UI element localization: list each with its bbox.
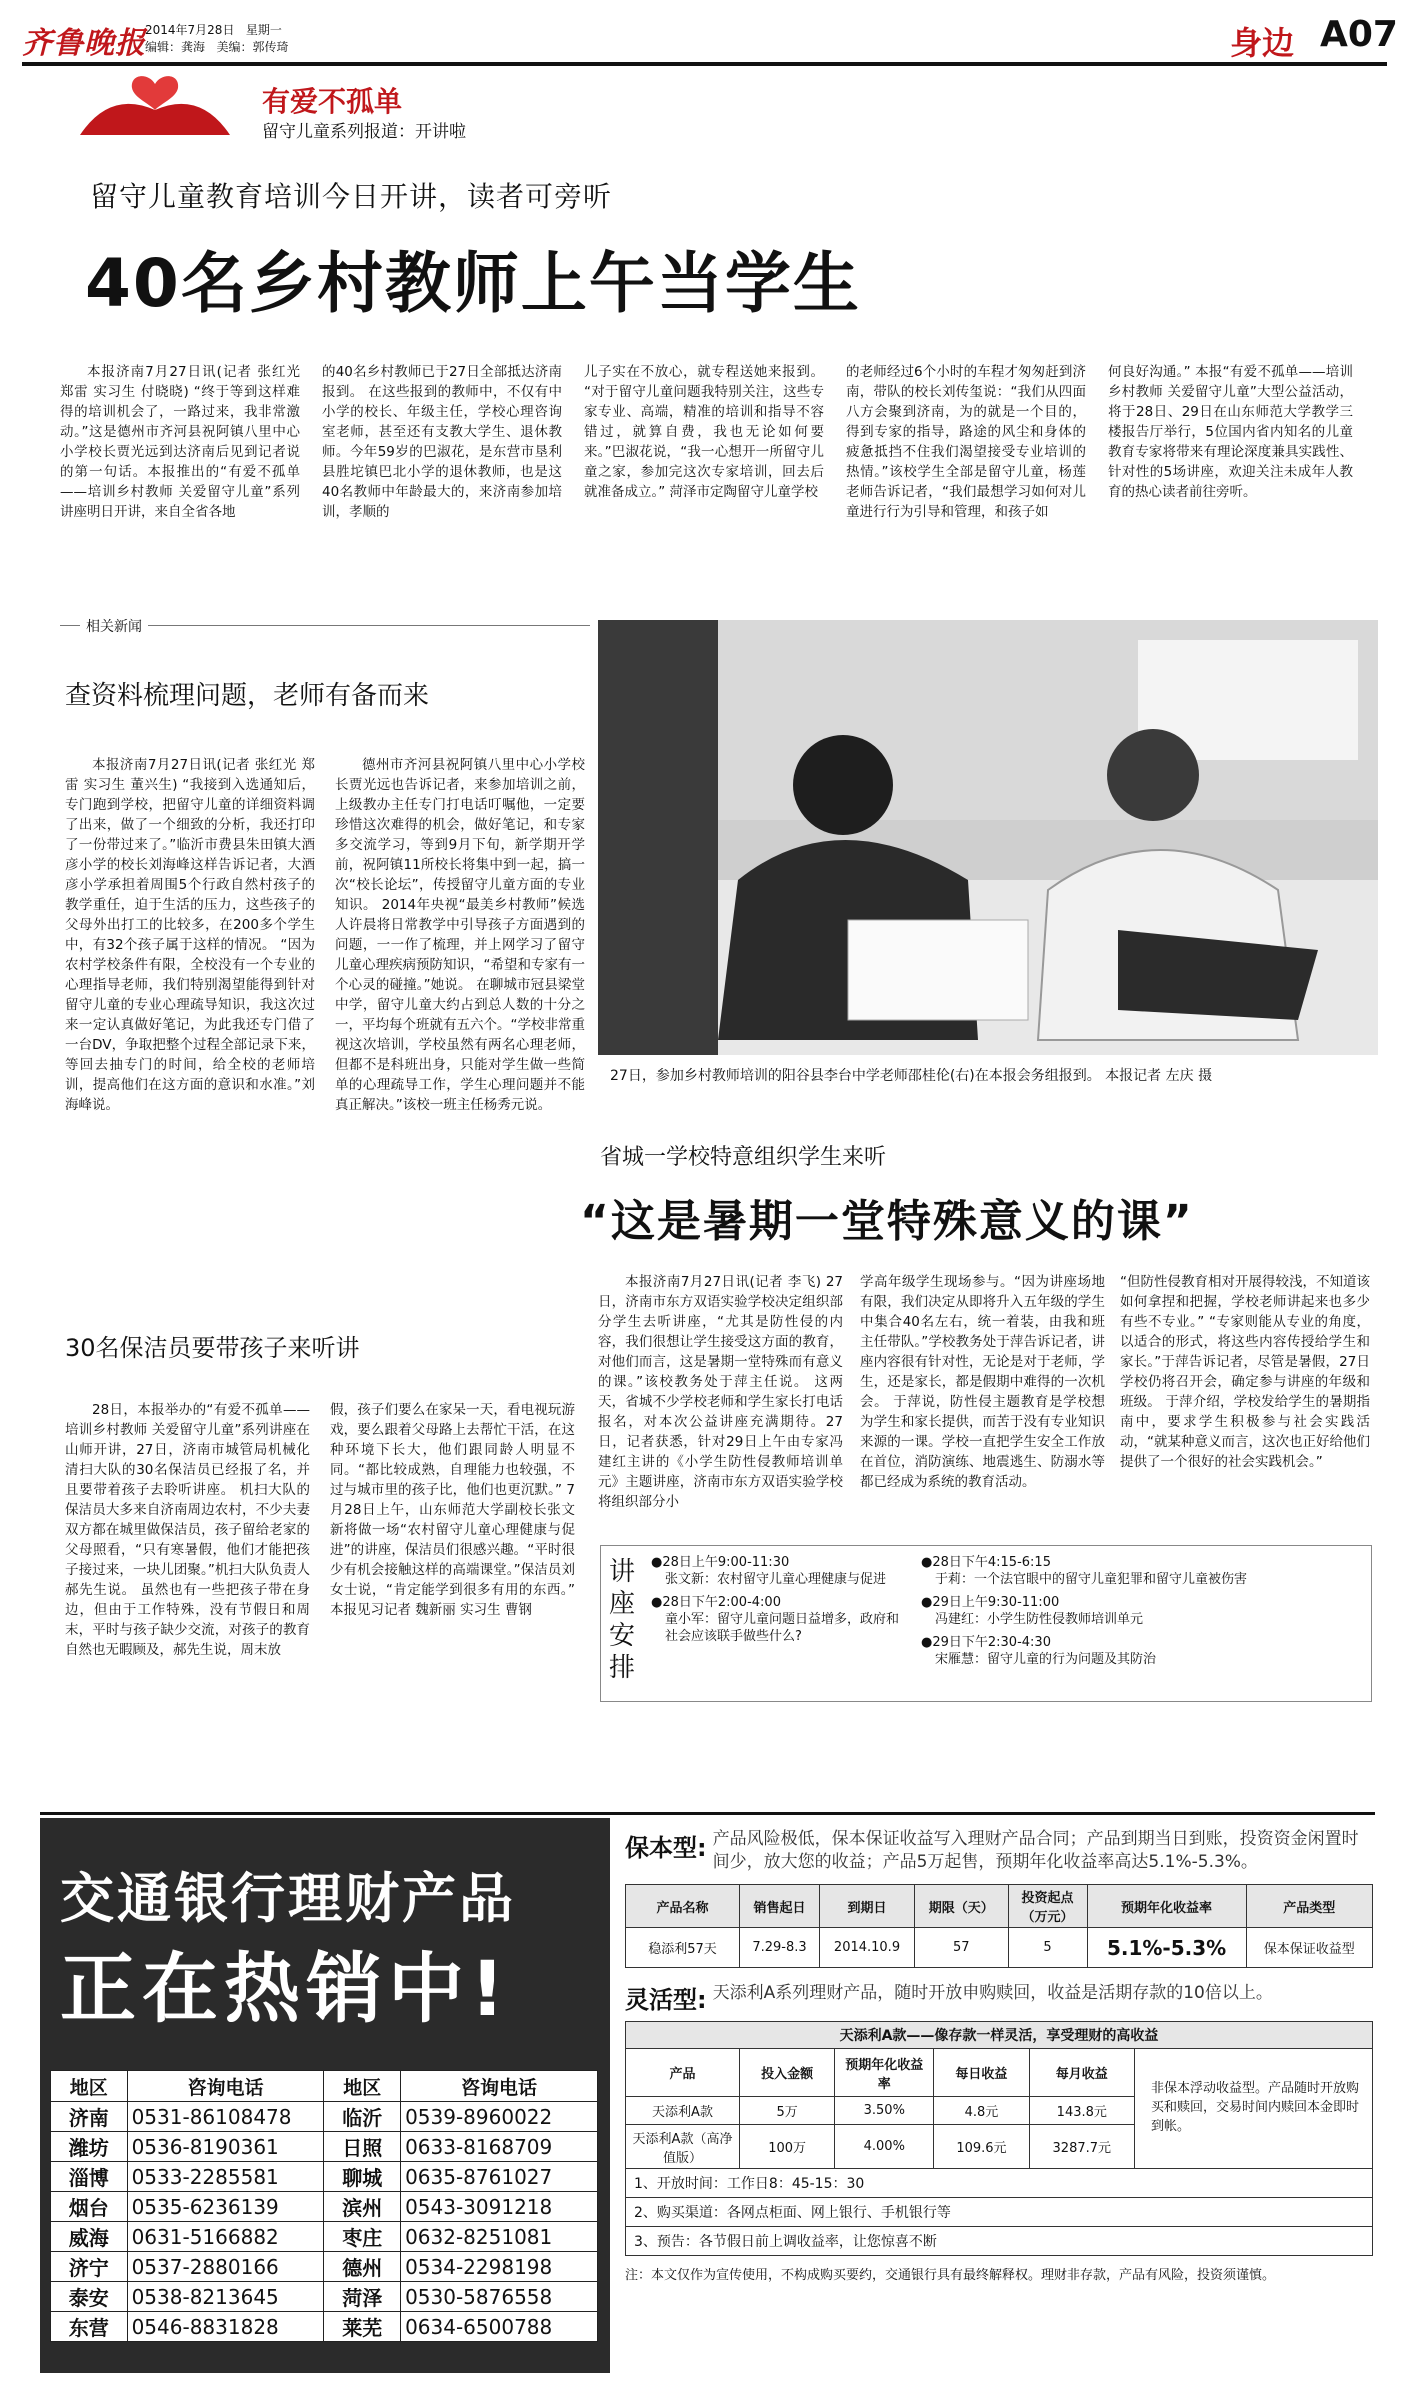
region: 潍坊	[51, 2132, 128, 2162]
region: 济南	[51, 2102, 128, 2132]
baoben-header: 到期日	[820, 1885, 915, 1928]
lecture-item	[921, 1594, 1361, 1628]
phone-number: 0539-8960022	[401, 2102, 598, 2132]
page-number: A07	[1320, 14, 1398, 55]
school-col-3	[1120, 1272, 1370, 1472]
story2-col-1-text: 28日，本报举办的“有爱不孤单——培训乡村教师 关爱留守儿童”系列讲座在山师开讲，27日，济南市城管局机械化清扫大队的30名保洁员已经报了名，并且要带着孩子去聆听讲座。 机扫大队的保洁员大多来自济南周边农村，不少夫妻双方都在城里做保洁员，孩子留给老家的父母照看，“只有寒暑假，他们才能把孩子接过来，一块儿团聚。”机扫大队负责人郝先生说。 虽然也有一些把孩子带在身边，但由于工作特殊，没有节假日和周末，平时与孩子缺少交流，对孩子的教育自然也无暇顾及，郝先生说，周末放	[65, 1402, 310, 1658]
phone-row	[51, 2162, 598, 2192]
info-line: 1、开放时间：工作日8：45-15：30	[626, 2168, 1372, 2197]
baoben-header: 产品名称	[626, 1885, 740, 1928]
phone-row	[51, 2102, 598, 2132]
lecture-left-list	[651, 1554, 901, 1651]
phone-header: 地区	[324, 2071, 401, 2102]
story1-col-1	[65, 755, 315, 1115]
baoben-header: 投资起点（万元）	[1008, 1885, 1087, 1928]
lecture-item	[921, 1634, 1361, 1668]
story2-col-2	[330, 1400, 575, 1620]
story2-col-1	[65, 1400, 310, 1660]
lecture-text: 张文新：农村留守儿童心理健康与促进	[665, 1572, 887, 1587]
phone-number: 0530-5876558	[401, 2282, 598, 2312]
region: 莱芜	[324, 2312, 401, 2342]
ad-title-1: 交通银行理财产品	[60, 1867, 516, 1930]
baoben-header: 期限（天）	[915, 1885, 1009, 1928]
related-label: 相关新闻	[80, 616, 148, 636]
phone-header: 地区	[51, 2071, 128, 2102]
linghuo-banner: 天添利A款——像存款一样灵活，享受理财的高收益	[626, 2022, 1372, 2049]
linghuo-header: 预期年化收益率	[835, 2049, 934, 2097]
issue-date: 2014年7月28日	[145, 23, 235, 37]
bullet-icon: ●	[651, 1555, 663, 1570]
phone-number: 0534-2298198	[401, 2252, 598, 2282]
linghuo-box	[625, 2021, 1373, 2256]
cell: 4.00%	[835, 2125, 934, 2169]
lecture-item	[651, 1594, 901, 1645]
region: 济宁	[51, 2252, 128, 2282]
news-photo	[598, 620, 1378, 1055]
story2-col-2-text: 假，孩子们要么在家呆一天，看电视玩游戏，要么跟着父母路上去帮忙干活，在这种环境下长大，他们跟同龄人明显不同。“都比较成熟，自理能力也较强，不过与城市里的孩子比，他们也更沉默。” 7月28日上午，山东师范大学副校长张文新将做一场“农村留守儿童心理健康与促进”的讲座，保洁员们很感兴趣。“平时很少有机会接触这样的高端课堂。”保洁员刘女士说，“肯定能学到很多有用的东西。” 本报见习记者 魏新丽 实习生 曹钢	[330, 1402, 575, 1618]
cell: 2014.10.9	[820, 1928, 915, 1968]
lead-headline: 40名乡村教师上午当学生	[85, 245, 861, 322]
baoben-header: 产品类型	[1246, 1885, 1372, 1928]
section-name: 身边	[1230, 24, 1295, 62]
region: 滨州	[324, 2192, 401, 2222]
lead-col-3	[584, 362, 824, 502]
school-col-2-text: 学高年级学生现场参与。“因为讲座场地有限，我们决定从即将升入五年级的学生中集合40名左右，统一着装，由我和班主任带队。”学校教务处于萍告诉记者，讲座内容很有针对性，无论是对于老师，学生，还是家长，都是假期中难得的一次机会。 于萍说，防性侵主题教育是学校想为学生和家长提供，而苦于没有专业知识来源的一课。学校一直把学生安全工作放在首位，消防演练、地震逃生、防溺水等都已经成为系统的教育活动。	[860, 1274, 1105, 1490]
phone-row	[51, 2282, 598, 2312]
cell: 109.6元	[934, 2125, 1029, 2169]
lead-col-2	[322, 362, 562, 522]
lead-col-1	[60, 362, 300, 522]
region: 淄博	[51, 2162, 128, 2192]
masthead-info	[145, 22, 288, 56]
phone-number: 0546-8831828	[127, 2312, 324, 2342]
masthead-rule	[22, 62, 1387, 66]
baoben-row	[626, 1928, 1373, 1968]
phone-table	[50, 2070, 598, 2342]
school-col-1	[598, 1272, 843, 1512]
region: 临沂	[324, 2102, 401, 2132]
rate-cell: 5.1%-5.3%	[1087, 1928, 1246, 1968]
cell: 天添利A款	[626, 2097, 740, 2125]
region: 泰安	[51, 2282, 128, 2312]
ad-right-panel	[625, 1828, 1373, 2283]
lead-col-3-text: 儿子实在不放心，就专程送她来报到。 “对于留守儿童问题我特别关注，这些专家专业、高端，精准的培训和指导不容错过，就算自费，我也无论如何要来。”巴淑花说，“我一心想开一所留守儿童之家，参加完这次专家培训，回去后就准备成立。” 菏泽市定陶留守儿童学校	[584, 364, 824, 500]
phone-row	[51, 2132, 598, 2162]
ad-rule	[40, 1812, 1375, 1815]
info-line: 3、预告：各节假日前上调收益率，让您惊喜不断	[626, 2226, 1372, 2255]
region: 日照	[324, 2132, 401, 2162]
ad-left-panel	[40, 1818, 610, 2373]
linghuo-label: 灵活型:	[625, 1986, 707, 2014]
lead-col-2-text: 的40名乡村教师已于27日全部抵达济南报到。 在这些报到的教师中，不仅有中小学的校长、年级主任，学校心理咨询室老师，甚至还有支教大学生、退休教师。今年59岁的巴淑花，是东营市垦利县胜坨镇巴北小学的退休教师，也是这40名教师中年龄最大的，来济南参加培训，孝顺的	[322, 364, 562, 520]
bullet-icon: ●	[921, 1555, 933, 1570]
linghuo-row	[626, 2125, 1135, 2169]
cell: 100万	[740, 2125, 835, 2169]
ad-disclaimer: 注：本文仅作为宣传使用，不构成购买要约，交通银行具有最终解释权。理财非存款，产品有风险，投资须谨慎。	[625, 2268, 1276, 2283]
linghuo-note: 非保本浮动收益型。产品随时开放购买和赎回，交易时间内赎回本金即时到帐。	[1151, 2081, 1360, 2134]
lead-col-5	[1108, 362, 1353, 502]
cell: 天添利A款（高净值版）	[626, 2125, 740, 2169]
cell: 稳添利57天	[626, 1928, 740, 1968]
lecture-time: 29日下午2:30-4:30	[932, 1635, 1051, 1650]
phone-row	[51, 2192, 598, 2222]
heart-hands-icon	[70, 70, 240, 140]
column-title: 有爱不孤单	[262, 85, 403, 118]
lead-col-5-text: 何良好沟通。” 本报“有爱不孤单——培训乡村教师 关爱留守儿童”大型公益活动，将于28日、29日在山东师范大学教学三楼报告厅举行，5位国内省内知名的儿童教育专家将带来有理论深度兼具实践性、针对性的5场讲座，欢迎关注未成年人教育的热心读者前往旁听。	[1108, 364, 1353, 500]
editor-credit: 编辑：龚海	[145, 40, 206, 54]
linghuo-header: 产品	[626, 2049, 740, 2097]
cell: 143.8元	[1029, 2097, 1134, 2125]
lecture-right-list	[921, 1554, 1361, 1674]
school-kicker: 省城一学校特意组织学生来听	[600, 1145, 887, 1170]
school-col-3-text: “但防性侵教育相对开展得较浅，不知道该如何拿捏和把握，学校老师讲起来也多少有些不专业。” “专家则能从专业的角度，以适合的形式，将这些内容传授给学生和家长。”于萍告诉记者，尽管是暑假，27日学校仍将召开会，确定参与讲座的年级和班级。 于萍介绍，学校发给学生的暑期指南中，要求学生积极参与社会实践活动，“就某种意义而言，这次也正好给他们提供了一个很好的社会实践机会。”	[1120, 1274, 1370, 1470]
linghuo-header: 每月收益	[1029, 2049, 1134, 2097]
region: 枣庄	[324, 2222, 401, 2252]
phone-row	[51, 2222, 598, 2252]
region: 烟台	[51, 2192, 128, 2222]
lecture-box	[600, 1545, 1372, 1702]
phone-number: 0537-2880166	[127, 2252, 324, 2282]
phone-number: 0533-2285581	[127, 2162, 324, 2192]
baoben-description: 产品风险极低，保本保证收益写入理财产品合同；产品到期当日到账，投资资金闲置时间少，放大您的收益；产品5万起售，预期年化收益率高达5.1%-5.3%。	[712, 1829, 1359, 1872]
story1-col-1-text: 本报济南7月27日讯(记者 张红光 郑雷 实习生 董兴生) “我接到入选通知后，专门跑到学校，把留守儿童的详细资料调了出来，做了一个细致的分析，我还打印了一份带过来了。”临沂市费县朱田镇大酒彦小学的校长刘海峰这样告诉记者，大酒彦小学承担着周围5个行政自然村孩子的教学重任，迫于生活的压力，这些孩子的父母外出打工的比较多，在200多个学生中，有32个孩子属于这样的情况。 “因为农村学校条件有限，全校没有一个专业的心理指导老师，我们特别渴望能得到针对留守儿童的专业心理疏导知识，我这次过来一定认真做好笔记，为此我还专门借了一台DV，争取把整个过程全部记录下来，等回去抽专门的时间，给全校的老师培训，提高他们在这方面的意识和水准。”刘海峰说。	[65, 757, 315, 1113]
lead-col-4	[846, 362, 1086, 522]
bullet-icon: ●	[921, 1635, 933, 1650]
phone-number: 0535-6236139	[127, 2192, 324, 2222]
baoben-table	[625, 1884, 1373, 1968]
info-line: 2、购买渠道：各网点柜面、网上银行、手机银行等	[626, 2197, 1372, 2226]
phone-number: 0543-3091218	[401, 2192, 598, 2222]
column-subtitle: 留守儿童系列报道：开讲啦	[262, 122, 466, 142]
region: 聊城	[324, 2162, 401, 2192]
phone-number: 0634-6500788	[401, 2312, 598, 2342]
linghuo-description: 天添利A系列理财产品，随时开放申购赎回，收益是活期存款的10倍以上。	[712, 1983, 1273, 2003]
lecture-time: 28日下午4:15-6:15	[932, 1555, 1051, 1570]
lead-kicker: 留守儿童教育培训今日开讲，读者可旁听	[90, 180, 613, 213]
lecture-time: 28日上午9:00-11:30	[662, 1555, 790, 1570]
school-col-2	[860, 1272, 1105, 1492]
issue-weekday: 星期一	[245, 23, 282, 37]
masthead-logo: 齐鲁晚报	[22, 26, 146, 61]
baoben-label: 保本型:	[625, 1834, 707, 1862]
phone-number: 0631-5166882	[127, 2222, 324, 2252]
phone-number: 0538-8213645	[127, 2282, 324, 2312]
cell: 4.8元	[934, 2097, 1029, 2125]
cell: 3287.7元	[1029, 2125, 1134, 2169]
phone-number: 0531-86108478	[127, 2102, 324, 2132]
school-headline: “这是暑期一堂特殊意义的课”	[580, 1196, 1194, 1247]
region: 德州	[324, 2252, 401, 2282]
photo-caption: 27日，参加乡村教师培训的阳谷县李台中学老师邵桂伦(右)在本报会务组报到。 本报记者 左庆 摄	[610, 1068, 1213, 1084]
baoben-header: 预期年化收益率	[1087, 1885, 1246, 1928]
school-col-1-text: 本报济南7月27日讯(记者 李飞) 27日，济南市东方双语实验学校决定组织部分学生去听讲座，“尤其是防性侵的内容，我们很想让学生接受这方面的教育，对他们而言，这是暑期一堂特殊而有意义的课。”该校教务处于萍主任说。 这两天，省城不少学校老师和学生家长打电话报名，对本次公益讲座充满期待。27日，记者获悉，针对29日上午由专家冯建红主讲的《小学生防性侵教师培训单元》主题讲座，济南市东方双语实验学校将组织部分小	[598, 1274, 843, 1510]
lecture-time: 29日上午9:30-11:00	[932, 1595, 1060, 1610]
cell: 7.29-8.3	[740, 1928, 820, 1968]
phone-table-wrap	[50, 2070, 598, 2342]
lead-col-1-text: 本报济南7月27日讯(记者 张红光 郑雷 实习生 付晓晓) “终于等到这样难得的培训机会了，一路过来，我非常激动。”这是德州市齐河县祝阿镇八里中心小学校长贾光远到达济南后见到记者说的第一句话。本报推出的“有爱不孤单——培训乡村教师 关爱留守儿童”系列讲座明日开讲，来自全省各地	[60, 364, 300, 520]
linghuo-row	[626, 2097, 1135, 2125]
story1-col-2-text: 德州市齐河县祝阿镇八里中心小学校长贾光远也告诉记者，来参加培训之前，上级教办主任专门打电话叮嘱他，一定要珍惜这次难得的机会，做好笔记，和专家多交流学习，等到9月下旬，新学期开学前，祝阿镇11所校长将集中到一起，搞一次“校长论坛”，传授留守儿童方面的专业知识。 2014年央视“最美乡村教师”候选人许晨将日常教学中引导孩子方面遇到的问题，一一作了梳理，并上网学习了留守儿童心理疾病预防知识，“希望和专家有一个心灵的碰撞。”她说。 在聊城市冠县梁堂中学，留守儿童大约占到总人数的十分之一，平均每个班就有五六个。“学校非常重视这次培训，学校虽然有两名心理老师，但都不是科班出身，只能对学生做一些简单的心理疏导工作，学生心理问题并不能真正解决。”该校一班主任杨秀元说。	[335, 757, 585, 1113]
story1-col-2	[335, 755, 585, 1115]
phone-header: 咨询电话	[401, 2071, 598, 2102]
cell: 5	[1008, 1928, 1087, 1968]
linghuo-header: 投入金额	[740, 2049, 835, 2097]
region: 威海	[51, 2222, 128, 2252]
phone-number: 0632-8251081	[401, 2222, 598, 2252]
lecture-text: 冯建红：小学生防性侵教师培训单元	[935, 1612, 1144, 1627]
region: 菏泽	[324, 2282, 401, 2312]
lecture-item	[921, 1554, 1361, 1588]
phone-row	[51, 2252, 598, 2282]
story1-headline: 查资料梳理问题，老师有备而来	[65, 681, 430, 711]
lecture-text: 童小军：留守儿童问题日益增多，政府和社会应该联手做些什么?	[665, 1612, 900, 1644]
phone-row	[51, 2312, 598, 2342]
lecture-text: 宋雁慧：留守儿童的行为问题及其防治	[935, 1652, 1157, 1667]
phone-number: 0633-8168709	[401, 2132, 598, 2162]
baoben-header: 销售起日	[740, 1885, 820, 1928]
cell: 5万	[740, 2097, 835, 2125]
lead-col-4-text: 的老师经过6个小时的车程才匆匆赶到济南，带队的校长刘传玺说：“我们从四面八方会聚到济南，为的就是一个目的，得到专家的指导，路途的风尘和身体的疲惫抵挡不住我们渴望接受专业培训的热情。”该校学生全部是留守儿童，杨莲老师告诉记者，“我们最想学习如何对儿童进行行为引导和管理，和孩子如	[846, 364, 1086, 520]
bullet-icon: ●	[921, 1595, 933, 1610]
designer-credit: 美编：郭传琦	[216, 40, 289, 54]
linghuo-header: 每日收益	[934, 2049, 1029, 2097]
bullet-icon: ●	[651, 1595, 663, 1610]
lecture-text: 于莉：一个法官眼中的留守儿童犯罪和留守儿童被伤害	[935, 1572, 1248, 1587]
phone-header: 咨询电话	[127, 2071, 324, 2102]
linghuo-table	[625, 2048, 1135, 2169]
phone-number: 0536-8190361	[127, 2132, 324, 2162]
cell: 保本保证收益型	[1246, 1928, 1372, 1968]
region: 东营	[51, 2312, 128, 2342]
ad-title-2: 正在热销中!	[60, 1944, 511, 2033]
lecture-label: 讲座安排	[609, 1557, 636, 1683]
lecture-item	[651, 1554, 901, 1588]
cell: 3.50%	[835, 2097, 934, 2125]
cell: 57	[915, 1928, 1009, 1968]
phone-number: 0635-8761027	[401, 2162, 598, 2192]
lecture-time: 28日下午2:00-4:00	[662, 1595, 781, 1610]
story2-headline: 30名保洁员要带孩子来听讲	[65, 1334, 360, 1362]
